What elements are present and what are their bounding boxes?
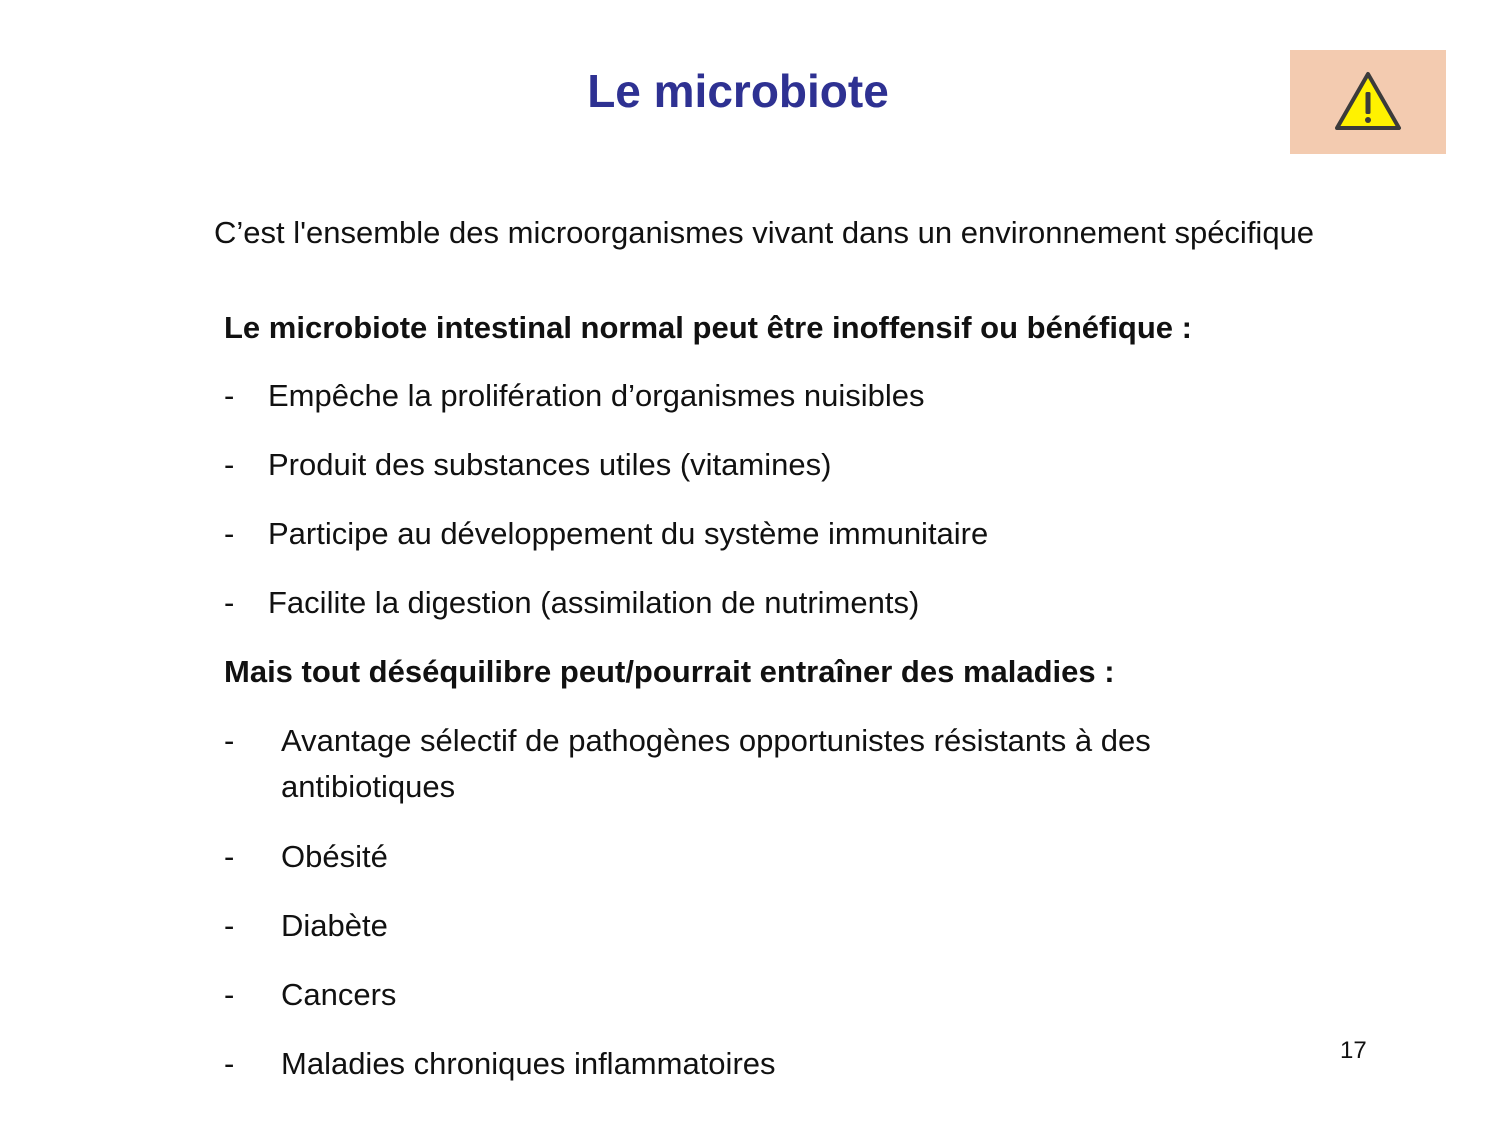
definition-text: C’est l'ensemble des microorganismes vivant dans un environnement spécifique (213, 215, 1315, 250)
list-item-text: Produit des substances utiles (vitamines) (268, 447, 832, 482)
list-item (224, 718, 1304, 810)
bullet-dash: - (224, 585, 235, 620)
bullet-dash: - (224, 516, 235, 551)
list-item-text: Cancers (281, 977, 397, 1012)
bullet-dash: - (224, 908, 235, 943)
list-item-text: Facilite la digestion (assimilation de nutriments) (268, 585, 920, 620)
list-item (224, 511, 988, 557)
list-item (224, 580, 919, 626)
list-item-text: Empêche la prolifération d’organismes nuisibles (268, 378, 925, 413)
list-item-text: Participe au développement du système immunitaire (268, 516, 989, 551)
list-item-text: Avantage sélectif de pathogènes opportunistes résistants à des antibiotiques (281, 723, 1151, 804)
risks-heading: Mais tout déséquilibre peut/pourrait entraîner des maladies : (224, 654, 1115, 689)
bullet-dash: - (224, 977, 235, 1012)
list-item-text: Maladies chroniques inflammatoires (281, 1046, 776, 1081)
page-number: 17 (1340, 1037, 1367, 1064)
bullet-dash: - (224, 378, 235, 413)
bullet-dash: - (224, 447, 235, 482)
list-item (224, 903, 1304, 949)
list-item-text: Obésité (281, 839, 388, 874)
warning-badge (1290, 50, 1446, 154)
list-item (224, 972, 1304, 1018)
bullet-dash: - (224, 839, 235, 874)
warning-triangle-icon (1333, 70, 1403, 134)
bullet-dash: - (224, 723, 235, 758)
bullet-dash: - (224, 1046, 235, 1081)
list-item (224, 834, 1304, 880)
benefits-heading: Le microbiote intestinal normal peut être inoffensif ou bénéfique : (224, 310, 1192, 345)
slide-title: Le microbiote (587, 65, 889, 117)
list-item-text: Diabète (281, 908, 388, 943)
list-item (224, 1041, 1304, 1087)
list-item (224, 442, 831, 488)
list-item (224, 373, 925, 419)
